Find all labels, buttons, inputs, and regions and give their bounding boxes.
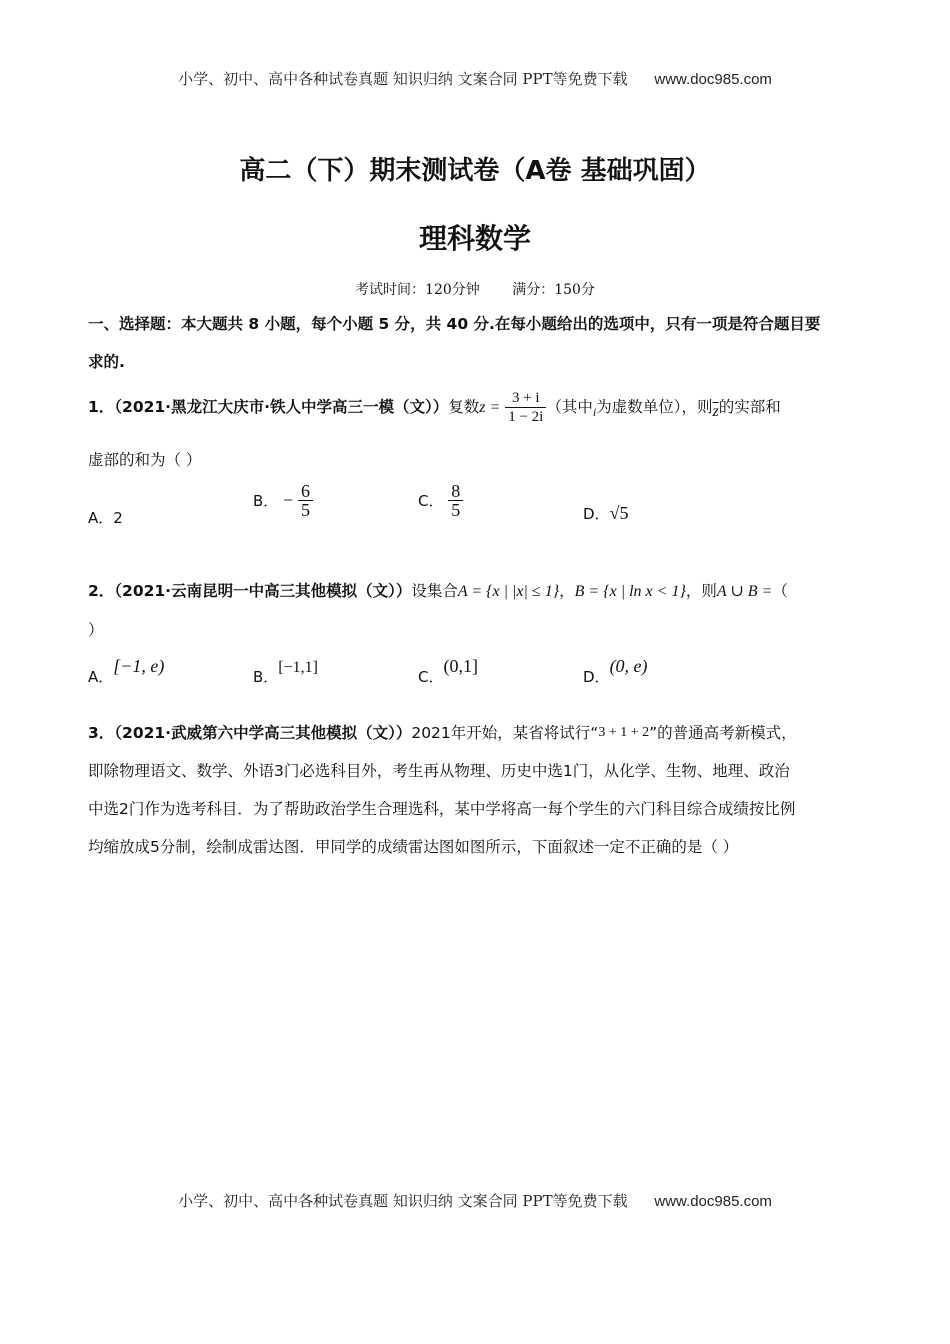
q1-z-numerator: 3 + i <box>505 389 546 408</box>
q2-source: （2021·云南昆明一中高三其他模拟（文）） <box>114 582 412 600</box>
question-1 <box>88 388 868 479</box>
option-label: A． <box>88 509 114 527</box>
q3-line-2: 即除物理语文、数学、外语3门必选科目外，考生再从物理、历史中选1门，从化学、生物、地理、政治 <box>88 762 790 780</box>
q2-number: 2． <box>88 582 115 600</box>
fraction-denominator: 5 <box>451 500 461 520</box>
q1-option-a[interactable] <box>88 507 123 528</box>
q1-z-eq: z = <box>479 399 501 416</box>
section-instructions-line1: 一、选择题：本大题共 8 小题，每个小题 5 分，共 40 分.在每小题给出的选项中，只有一项是符合题目要 <box>88 315 821 333</box>
q1-i-symbol: i <box>592 405 597 419</box>
option-value: (0, e) <box>609 656 648 676</box>
q2-line-2: ） <box>88 621 104 639</box>
q2-option-c[interactable] <box>418 656 478 687</box>
question-3 <box>88 714 868 866</box>
option-label: D． <box>583 668 610 686</box>
exam-time: 考试时间：120分钟 <box>355 282 480 298</box>
q3-line-4: 均缩放成5分制，绘制成雷达图．甲同学的成绩雷达图如图所示，下面叙述一定不正确的是（ ） <box>88 838 739 856</box>
q3-line-1 <box>88 714 868 752</box>
option-label: C． <box>418 668 444 686</box>
option-minus-sign: − <box>283 490 294 510</box>
section-instructions <box>88 305 868 381</box>
option-fraction <box>298 482 313 519</box>
fraction-denominator: 5 <box>301 500 311 520</box>
q3-text-1: 2021年开始，某省将试行“ <box>411 724 599 742</box>
exam-info <box>0 279 950 299</box>
option-value: 2 <box>113 509 123 527</box>
q1-z-denominator: 1 − 2i <box>508 409 544 425</box>
option-label: B． <box>253 668 279 686</box>
q2-text-3: （ <box>772 582 788 600</box>
option-value: [−1,1] <box>278 659 318 676</box>
q2-union: A ∪ B = <box>716 583 773 600</box>
q2-option-d[interactable] <box>583 656 648 687</box>
q1-option-c[interactable] <box>418 482 463 519</box>
option-value: [−1, e) <box>113 656 165 676</box>
q2-set-a: A = {x | |x| ≤ 1} <box>457 583 560 600</box>
q1-z-fraction <box>505 389 546 426</box>
q2-option-b[interactable] <box>253 659 318 687</box>
fraction-numerator: 6 <box>298 482 313 501</box>
option-label: A． <box>88 668 114 686</box>
q3-mode: 3 + 1 + 2 <box>598 725 650 740</box>
header-text: 小学、初中、高中各种试卷真题 知识归纳 文案合同 PPT等免费下载 <box>178 70 628 88</box>
q2-text-2: ，则 <box>685 582 717 600</box>
q1-text-3: 为虚数单位），则 <box>596 398 713 416</box>
q2-option-a[interactable] <box>88 656 165 687</box>
q1-line-2: 虚部的和为（ ） <box>88 451 202 469</box>
fraction-numerator: 8 <box>448 482 463 501</box>
q3-source: （2021·武威第六中学高三其他模拟（文）） <box>114 724 412 742</box>
q1-text-1: 复数 <box>448 398 480 416</box>
page-title: 高二（下）期末测试卷（A卷 基础巩固） <box>239 156 711 186</box>
footer-url[interactable]: www.doc985.com <box>654 1193 772 1210</box>
q2-separator: ， <box>559 582 575 600</box>
option-label: C． <box>418 492 444 510</box>
q3-text-2: ”的普通高考新模式， <box>649 724 797 742</box>
question-2 <box>88 572 868 649</box>
q2-set-b: B = {x | ln x < 1} <box>574 583 686 600</box>
option-label: D． <box>583 505 610 523</box>
q1-text-2: （其中 <box>546 398 593 416</box>
q2-text-1: 设集合 <box>411 582 458 600</box>
footer-text: 小学、初中、高中各种试卷真题 知识归纳 文案合同 PPT等免费下载 <box>178 1192 628 1210</box>
option-fraction <box>448 482 463 519</box>
q1-option-d[interactable] <box>583 503 628 524</box>
q1-text-4: 的实部和 <box>718 398 781 416</box>
option-value: (0,1] <box>443 656 478 676</box>
q3-number: 3． <box>88 724 115 742</box>
option-value: √5 <box>609 503 629 523</box>
exam-score: 满分：150分 <box>512 282 595 298</box>
q1-number: 1． <box>88 398 115 416</box>
page-footer <box>0 1190 950 1211</box>
page-subtitle: 理科数学 <box>418 222 531 255</box>
q3-line-3: 中选2门作为选考科目．为了帮助政治学生合理选科，某中学将高一每个学生的六门科目综合成绩按比例 <box>88 800 796 818</box>
section-instructions-line2: 求的. <box>88 353 125 371</box>
header-url[interactable]: www.doc985.com <box>654 71 772 88</box>
q1-zbar: $\overline{z}$ <box>712 403 719 420</box>
q1-source: （2021·黑龙江大庆市·铁人中学高三一模（文）） <box>114 398 449 416</box>
option-label: B． <box>253 492 279 510</box>
page-header <box>0 68 950 89</box>
q1-option-b[interactable] <box>253 482 313 519</box>
